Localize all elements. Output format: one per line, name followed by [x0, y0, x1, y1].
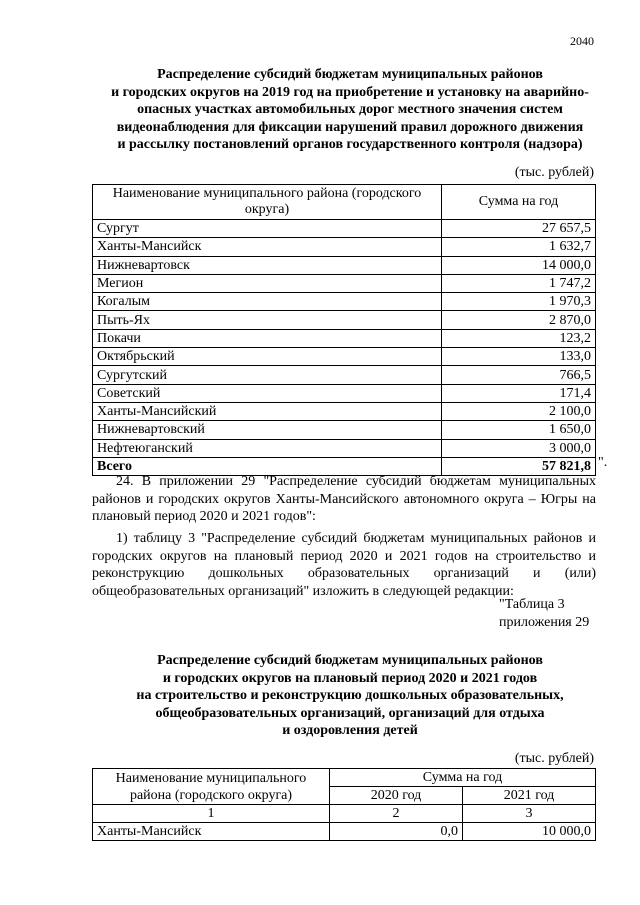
paragraph-24: 24. В приложении 29 "Распределение субсидий бюджетам муниципальных районов и городских округов Ханты-Мансийского автономного округа – Югры на плановый период 2020 и 2021 годов": — [92, 474, 596, 524]
column-header-name: Наименование муниципального района (городского округа) — [93, 769, 330, 805]
row-name: Сургут — [93, 220, 442, 238]
page-number: 2040 — [570, 34, 594, 48]
table-row — [93, 366, 596, 384]
column-header-year-2020: 2020 год — [330, 787, 463, 805]
table-ref-line: "Таблица 3 — [499, 597, 565, 612]
row-value: 2 870,0 — [442, 311, 596, 329]
row-name: Пыть-Ях — [93, 311, 442, 329]
units-label: (тыс. рублей) — [514, 751, 594, 766]
table-row — [93, 384, 596, 402]
column-number-row — [93, 805, 596, 823]
column-header-sum: Сумма на год — [330, 769, 596, 787]
row-name: Нижневартовский — [93, 421, 442, 439]
table-header-row — [93, 185, 596, 220]
title-line: видеонаблюдения для фиксации нарушений правил дорожного движения — [116, 119, 584, 135]
table-row — [93, 256, 596, 274]
table-row — [93, 439, 596, 457]
row-name: Советский — [93, 384, 442, 402]
title-line: и городских округов на плановый период 2020 и 2021 годов — [162, 670, 538, 686]
table-row — [93, 220, 596, 238]
row-name: Нижневартовск — [93, 256, 442, 274]
total-value: 57 821,8 — [442, 457, 596, 475]
title-line: опасных участках автомобильных дорог местного значения систем — [137, 102, 563, 118]
column-header-year-2021: 2021 год — [463, 787, 596, 805]
total-label: Всего — [93, 457, 442, 475]
closing-quote: ". — [598, 455, 608, 470]
table-row — [93, 402, 596, 420]
table-row — [93, 329, 596, 347]
row-value: 1 970,3 — [442, 293, 596, 311]
row-value: 133,0 — [442, 348, 596, 366]
table-header-row — [93, 769, 596, 787]
row-value: 766,5 — [442, 366, 596, 384]
subsidy-table-2020-2021 — [92, 768, 596, 841]
subsidy-table-2019 — [92, 184, 596, 476]
row-value: 1 632,7 — [442, 238, 596, 256]
table-row — [93, 293, 596, 311]
units-label: (тыс. рублей) — [514, 165, 594, 180]
row-name: Октябрьский — [93, 348, 442, 366]
column-number: 3 — [463, 805, 596, 823]
paragraph-1: 1) таблицу 3 "Распределение субсидий бюджетам муниципальных районов и городских округов на плановый период 2020 и 2021 годов на строительство и реконструкцию дошкольных образовательных организаций и (или) общеобразовательных организаций" изложить в следующей редакции: — [92, 531, 596, 599]
row-name: Ханты-Мансийск — [93, 823, 330, 841]
table-row — [93, 823, 596, 841]
table-row — [93, 238, 596, 256]
row-name: Покачи — [93, 329, 442, 347]
title-line: на строительство и реконструкцию дошкольных образовательных, — [136, 688, 564, 704]
title-line: и городских округов на 2019 год на приобретение и установку на аварийно- — [111, 84, 589, 100]
title-line: и оздоровления детей — [282, 723, 418, 739]
table-ref-line: приложения 29 — [499, 615, 590, 630]
title-line: Распределение субсидий бюджетам муниципальных районов — [157, 67, 543, 82]
section2-title — [60, 652, 640, 740]
row-value: 3 000,0 — [442, 439, 596, 457]
row-value-2021: 10 000,0 — [463, 823, 596, 841]
table-row — [93, 348, 596, 366]
title-line: Распределение субсидий бюджетам муниципальных районов — [157, 653, 543, 668]
column-header-name: Наименование муниципального района (городского округа) — [93, 185, 442, 220]
row-name: Нефтеюганский — [93, 439, 442, 457]
table-body — [93, 220, 596, 476]
title-line: общеобразовательных организаций, организаций для отдыха — [155, 705, 545, 721]
column-number: 2 — [330, 805, 463, 823]
row-name: Когалым — [93, 293, 442, 311]
row-name: Сургутский — [93, 366, 442, 384]
row-value: 123,2 — [442, 329, 596, 347]
table-row — [93, 311, 596, 329]
row-name: Мегион — [93, 274, 442, 292]
section1-title — [60, 66, 640, 154]
row-value: 1 650,0 — [442, 421, 596, 439]
row-value-2020: 0,0 — [330, 823, 463, 841]
title-line: и рассылку постановлений органов государственного контроля (надзора) — [117, 137, 583, 153]
row-value: 14 000,0 — [442, 256, 596, 274]
column-number: 1 — [93, 805, 330, 823]
column-header-sum: Сумма на год — [442, 185, 596, 220]
row-value: 27 657,5 — [442, 220, 596, 238]
row-name: Ханты-Мансийский — [93, 402, 442, 420]
table-row — [93, 421, 596, 439]
row-value: 171,4 — [442, 384, 596, 402]
row-value: 1 747,2 — [442, 274, 596, 292]
row-name: Ханты-Мансийск — [93, 238, 442, 256]
row-value: 2 100,0 — [442, 402, 596, 420]
table-row — [93, 274, 596, 292]
